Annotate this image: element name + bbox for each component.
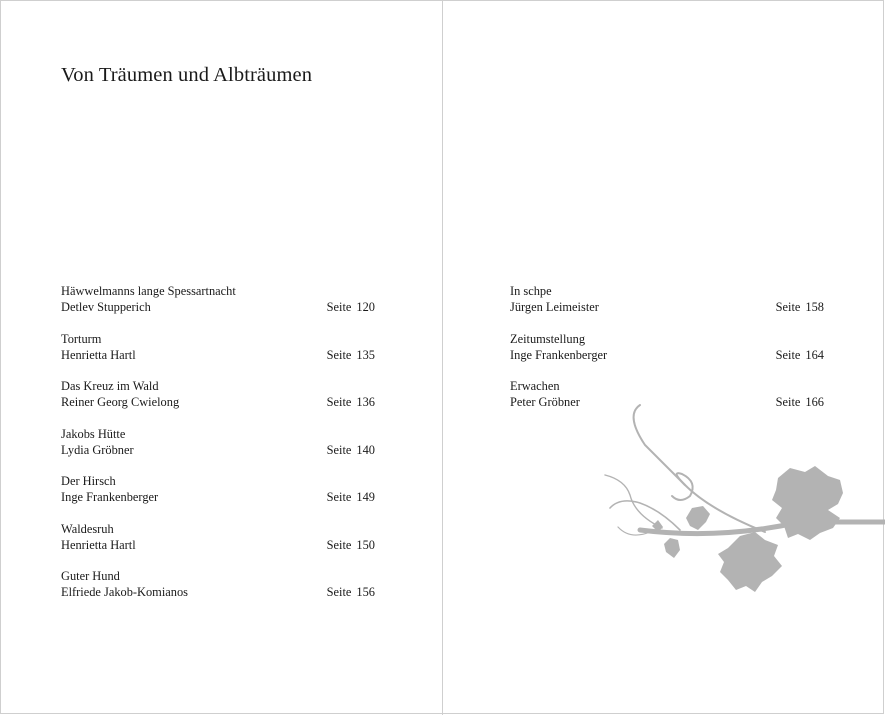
seite-label: Seite <box>775 395 801 409</box>
page-number: 166 <box>805 395 824 409</box>
story-author: Inge Frankenberger <box>61 490 159 504</box>
page-number: 135 <box>356 347 375 362</box>
toc-entry <box>61 473 375 521</box>
story-author: Reiner Georg Cwielong <box>61 395 180 409</box>
vine-leaf-tiny <box>664 538 680 558</box>
toc-entry <box>510 283 824 331</box>
toc-entry <box>61 283 375 331</box>
vine-leaf-large <box>772 466 843 540</box>
story-title: Erwachen <box>510 379 560 393</box>
story-title: Das Kreuz im Wald <box>61 379 159 393</box>
toc-entry <box>61 521 375 569</box>
right-page <box>443 0 885 715</box>
story-author: Henrietta Hartl <box>61 537 136 552</box>
page-reference <box>327 489 375 505</box>
toc-entry <box>61 426 375 474</box>
story-title: Häwwelmanns lange Spessartnacht <box>61 284 236 298</box>
page-number: 164 <box>805 347 824 362</box>
seite-label: Seite <box>326 490 352 504</box>
toc-entry <box>61 331 375 379</box>
story-title: Guter Hund <box>61 569 120 583</box>
story-author: Peter Gröbner <box>510 395 580 409</box>
story-author: Jürgen Leimeister <box>510 300 599 314</box>
page-reference <box>776 299 824 315</box>
page-reference <box>327 537 375 553</box>
table-of-contents-left <box>61 283 375 616</box>
toc-entry <box>61 378 375 426</box>
seite-label: Seite <box>326 395 352 409</box>
page-number: 156 <box>356 585 375 599</box>
seite-label: Seite <box>775 300 801 314</box>
page-reference <box>327 347 375 363</box>
story-title: In schpe <box>510 284 552 298</box>
story-title: Waldesruh <box>61 521 114 536</box>
vine-side-tendril <box>610 501 680 530</box>
story-title: Torturm <box>61 331 102 346</box>
story-author: Detlev Stupperich <box>61 300 151 314</box>
left-page <box>0 0 442 715</box>
page-number: 150 <box>356 537 375 552</box>
toc-entry <box>61 568 375 616</box>
page-reference <box>327 299 375 315</box>
section-title: Von Träumen und Albträumen <box>61 64 313 86</box>
seite-label: Seite <box>326 442 352 457</box>
grapevine-branch-illustration <box>600 400 885 600</box>
story-author: Henrietta Hartl <box>61 347 136 362</box>
story-author: Elfriede Jakob-Komianos <box>61 585 188 599</box>
story-author: Inge Frankenberger <box>510 347 608 362</box>
vine-tendril-loop <box>672 473 693 500</box>
toc-entry <box>510 331 824 379</box>
seite-label: Seite <box>326 300 352 314</box>
page-number: 140 <box>356 442 375 457</box>
page-reference <box>327 394 375 410</box>
seite-label: Seite <box>326 347 352 362</box>
page-reference <box>776 347 824 363</box>
seite-label: Seite <box>326 585 352 599</box>
page-reference <box>327 584 375 600</box>
page-number: 136 <box>356 395 375 409</box>
page-number: 120 <box>356 300 375 314</box>
story-title: Zeitumstellung <box>510 331 586 346</box>
story-title: Jakobs Hütte <box>61 426 126 441</box>
page-number: 149 <box>356 490 375 504</box>
page-reference <box>327 442 375 458</box>
vine-leaf-small <box>686 506 710 530</box>
page-number: 158 <box>805 300 824 314</box>
story-author: Lydia Gröbner <box>61 442 134 457</box>
vine-leaf-lower <box>718 532 782 592</box>
seite-label: Seite <box>775 347 801 362</box>
seite-label: Seite <box>326 537 352 552</box>
story-title: Der Hirsch <box>61 474 116 488</box>
